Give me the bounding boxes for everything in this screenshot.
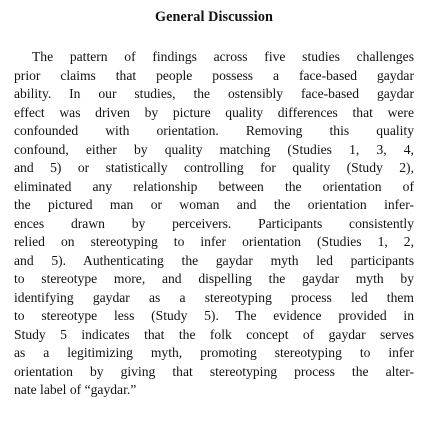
paragraph-line: confound, either by quality matching (Studies 1, 3, 4, [14,141,414,157]
paragraph-line: effect was driven by picture quality differences that were [14,104,414,120]
paragraph-line: orientation by giving that stereotyping process the alter- [14,363,414,379]
paragraph-line: identifying gaydar as a stereotyping process led them [14,289,414,305]
body-paragraph [14,48,414,400]
paragraph-line: confounded with orientation. Removing this quality [14,123,414,138]
paragraph-line: and 5) or statistically controlling for quality (Study 2), [14,160,414,175]
paragraph-line: to stereotype more, and dispelling the gaydar myth by [14,271,414,286]
paragraph-line: ability. In our studies, the ostensibly face-based gaydar [14,86,414,101]
paragraph-line: eliminated any relationship between the orientation of [14,178,414,194]
paragraph-line: ences drawn by perceivers. Participants consistently [14,215,414,231]
paragraph-line: relied on stereotyping to infer orientation (Studies 1, 2, [14,234,414,249]
section-heading: General Discussion [154,9,274,25]
paragraph-line: nate label of “gaydar.” [14,382,137,397]
paragraph-line: and 5). Authenticating the gaydar myth led participants [14,252,414,268]
paragraph-line: as a legitimizing myth, promoting stereotyping to infer [14,345,414,360]
paragraph-line: The pattern of findings across five studies challenges [32,49,414,64]
paragraph-line: Study 5 indicates that the folk concept of gaydar serves [14,326,414,342]
paragraph-line: the pictured man or woman and the orientation infer- [14,197,414,212]
paragraph-line: prior claims that people possess a face-based gaydar [14,67,414,83]
paragraph-line: to stereotype less (Study 5). The evidence provided in [14,308,414,323]
